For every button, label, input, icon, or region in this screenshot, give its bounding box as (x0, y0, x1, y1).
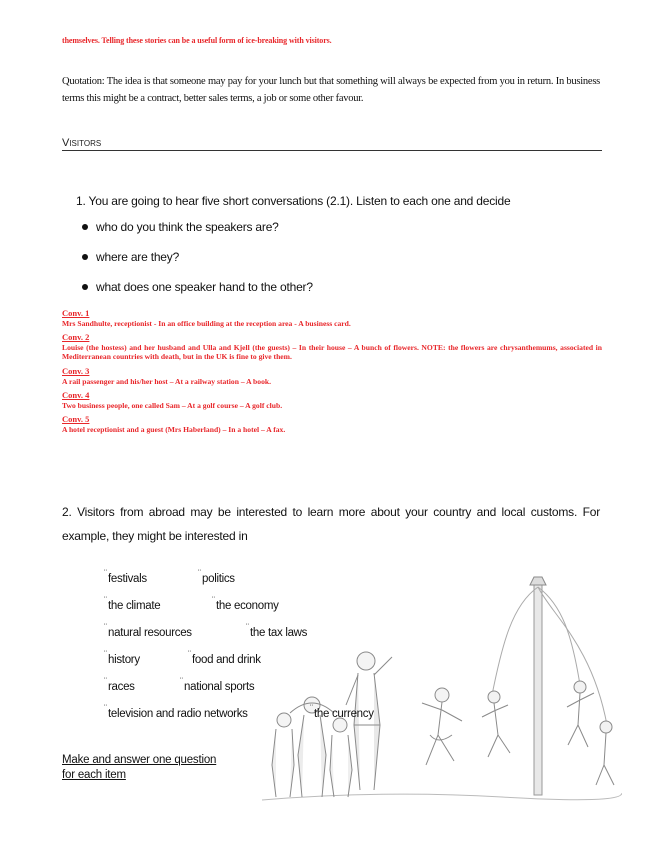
instruction-line: Make and answer one question (62, 754, 217, 766)
instruction-line: for each item (62, 769, 126, 781)
topic-label: the economy (216, 600, 279, 612)
topic-label: races (108, 681, 135, 693)
topic-label: television and radio networks (108, 708, 248, 720)
bullet-icon (82, 284, 88, 290)
section-heading: Visitors (62, 137, 602, 151)
conversation-title: Conv. 5 (62, 414, 90, 425)
question-1-bullets (80, 220, 313, 310)
tick-icon: ¨ (246, 622, 249, 632)
conversation-title: Conv. 3 (62, 365, 90, 376)
topic-item (104, 595, 161, 612)
tick-icon: ¨ (310, 703, 313, 713)
bullet-item (80, 220, 313, 250)
tick-icon: ¨ (104, 703, 107, 713)
answer-block (62, 367, 602, 386)
conversation-answer: Louise (the hostess) and her husband and Ulla and Kjell (the guests) – In their house – A bunch of flowers. NOTE: the flowers are chrysanthemums, associated in Mediterranean countries with death, but in the UK is fine to give them. (62, 342, 602, 362)
topic-label: natural resources (108, 627, 192, 639)
tick-icon: ¨ (212, 595, 215, 605)
topic-item (104, 676, 135, 693)
conversation-answer: A rail passenger and his/her host – At a railway station – A book. (62, 376, 272, 386)
topic-item (246, 622, 308, 639)
topic-item (310, 703, 374, 720)
topic-label: the climate (108, 600, 161, 612)
topic-item (104, 649, 140, 666)
topic-item (188, 649, 261, 666)
tick-icon: ¨ (104, 595, 107, 605)
conversation-answer: A hotel receptionist and a guest (Mrs Haberland) – In a hotel – A fax. (62, 424, 286, 434)
answer-block (62, 391, 602, 410)
topic-item (198, 568, 235, 585)
bullet-item (80, 280, 313, 310)
conversation-title: Conv. 4 (62, 390, 90, 401)
topic-label: festivals (108, 573, 147, 585)
topic-item (104, 568, 147, 585)
quotation-paragraph: Quotation: The idea is that someone may pay for your lunch but that something will always be expected from you in return. In business terms this might be a contract, better sales terms, a job or some other favour. (62, 76, 600, 104)
bullet-text: where are they? (96, 250, 180, 264)
topic-item (104, 622, 192, 639)
tick-icon: ¨ (104, 649, 107, 659)
bullet-icon (82, 224, 88, 230)
conversation-title: Conv. 2 (62, 332, 90, 343)
tick-icon: ¨ (104, 622, 107, 632)
answer-block (62, 333, 602, 362)
topic-label: food and drink (192, 654, 261, 666)
topic-item (212, 595, 279, 612)
topic-label: national sports (184, 681, 255, 693)
tick-icon: ¨ (180, 676, 183, 686)
bullet-icon (82, 254, 88, 260)
answer-block (62, 415, 602, 434)
answer-key (62, 309, 602, 440)
bullet-text: what does one speaker hand to the other? (96, 280, 313, 294)
visitors-illustration (262, 575, 622, 805)
answer-block (62, 309, 602, 328)
topic-label: the currency (314, 708, 374, 720)
topic-label: history (108, 654, 140, 666)
conversation-answer: Two business people, one called Sam – At a golf course – A golf club. (62, 400, 283, 410)
topic-label: politics (202, 573, 235, 585)
conversation-answer: Mrs Sandhulte, receptionist - In an office building at the reception area - A business card. (62, 318, 351, 328)
tick-icon: ¨ (198, 568, 201, 578)
tick-icon: ¨ (104, 568, 107, 578)
question-2-paragraph: 2. Visitors from abroad may be interested to learn more about your country and local customs. For example, they might be interested in (62, 505, 600, 543)
tick-icon: ¨ (104, 676, 107, 686)
top-note: themselves. Telling these stories can be a useful form of ice-breaking with visitors. (62, 36, 332, 45)
topic-item (104, 703, 248, 720)
instruction (62, 753, 216, 783)
question-1-intro: 1. You are going to hear five short conversations (2.1). Listen to each one and decide (76, 194, 511, 208)
bullet-item (80, 250, 313, 280)
topic-item (180, 676, 255, 693)
conversation-title: Conv. 1 (62, 308, 90, 318)
bullet-text: who do you think the speakers are? (96, 220, 279, 234)
topic-label: the tax laws (250, 627, 308, 639)
tick-icon: ¨ (188, 649, 191, 659)
